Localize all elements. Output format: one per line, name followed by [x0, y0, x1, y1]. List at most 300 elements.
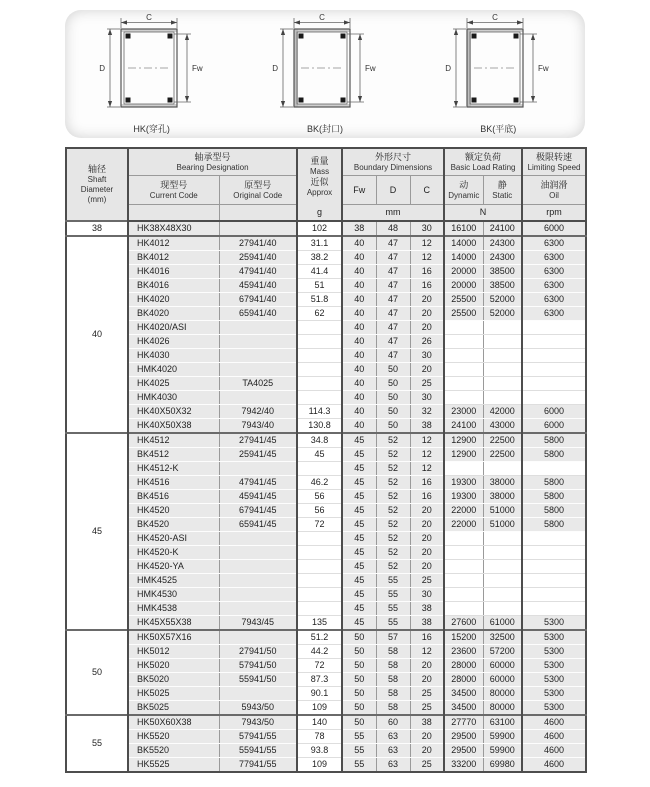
- fw-cell: 40: [342, 251, 376, 265]
- d-cell: 52: [376, 518, 410, 532]
- dim-label-inner: Fw: [538, 64, 549, 73]
- fw-cell: 50: [342, 645, 376, 659]
- dynamic-load-cell: 20000: [444, 265, 483, 279]
- dim-label-inner: Fw: [191, 64, 203, 73]
- current-code-cell: HK38X48X30: [128, 221, 219, 236]
- mass-cell: 102: [297, 221, 342, 236]
- original-code-cell: [219, 335, 297, 349]
- mass-cell: 56: [297, 490, 342, 504]
- mass-cell: [297, 335, 342, 349]
- original-code-cell: 5943/50: [219, 701, 297, 716]
- roller-icon: [125, 34, 130, 39]
- c-cell: 38: [410, 616, 444, 631]
- table-row: [66, 221, 586, 236]
- current-code-cell: HK4520: [128, 504, 219, 518]
- unit-rpm: rpm: [522, 205, 586, 222]
- static-load-cell: 24300: [483, 236, 522, 251]
- fw-cell: 50: [342, 715, 376, 730]
- oil-speed-cell: [522, 391, 586, 405]
- table-row: [66, 279, 586, 293]
- table-row: [66, 448, 586, 462]
- c-cell: 25: [410, 701, 444, 716]
- header-boundary-dimensions: 外形尺寸 Boundary Dimensions: [342, 148, 444, 176]
- current-code-cell: HMK4525: [128, 574, 219, 588]
- original-code-cell: 77941/55: [219, 758, 297, 773]
- diagram-caption: HK(穿孔): [133, 124, 170, 134]
- c-cell: 20: [410, 532, 444, 546]
- d-cell: 58: [376, 645, 410, 659]
- original-code-cell: 25941/45: [219, 448, 297, 462]
- bearing-diagram: [246, 13, 404, 135]
- mass-cell: [297, 349, 342, 363]
- mass-cell: 51.8: [297, 293, 342, 307]
- table-row: [66, 490, 586, 504]
- original-code-cell: 27941/45: [219, 433, 297, 448]
- current-code-cell: BK4012: [128, 251, 219, 265]
- roller-icon: [340, 34, 345, 39]
- c-cell: 20: [410, 307, 444, 321]
- dynamic-load-cell: [444, 321, 483, 335]
- oil-speed-cell: 5800: [522, 433, 586, 448]
- current-code-cell: HK4520-YA: [128, 560, 219, 574]
- header-static: 静 Static: [483, 176, 522, 205]
- fw-cell: 40: [342, 236, 376, 251]
- table-row: [66, 405, 586, 419]
- fw-cell: 45: [342, 532, 376, 546]
- dynamic-load-cell: 19300: [444, 476, 483, 490]
- diagram-caption: BK(平底): [480, 124, 517, 134]
- shaft-diameter-cell: 40: [66, 236, 128, 433]
- current-code-cell: HMK4530: [128, 588, 219, 602]
- c-cell: 20: [410, 504, 444, 518]
- table-row: [66, 560, 586, 574]
- static-load-cell: [483, 546, 522, 560]
- dynamic-load-cell: [444, 574, 483, 588]
- fw-cell: 40: [342, 279, 376, 293]
- static-load-cell: 61000: [483, 616, 522, 631]
- fw-cell: 40: [342, 377, 376, 391]
- d-cell: 47: [376, 279, 410, 293]
- table-row: [66, 673, 586, 687]
- current-code-cell: HK50X60X38: [128, 715, 219, 730]
- oil-speed-cell: [522, 602, 586, 616]
- oil-speed-cell: 6000: [522, 221, 586, 236]
- table-row: [66, 645, 586, 659]
- c-cell: 12: [410, 448, 444, 462]
- fw-cell: 45: [342, 433, 376, 448]
- table-row: [66, 715, 586, 730]
- c-cell: 16: [410, 490, 444, 504]
- roller-icon: [167, 98, 172, 103]
- mass-cell: 93.8: [297, 744, 342, 758]
- static-load-cell: 24300: [483, 251, 522, 265]
- static-load-cell: [483, 349, 522, 363]
- dynamic-load-cell: 22000: [444, 518, 483, 532]
- c-cell: 12: [410, 251, 444, 265]
- oil-speed-cell: 5800: [522, 448, 586, 462]
- c-cell: 20: [410, 293, 444, 307]
- oil-speed-cell: 4600: [522, 758, 586, 773]
- original-code-cell: [219, 349, 297, 363]
- original-code-cell: 7943/45: [219, 616, 297, 631]
- dim-label-outer: D: [272, 64, 278, 73]
- d-cell: 50: [376, 405, 410, 419]
- static-load-cell: 38500: [483, 279, 522, 293]
- original-code-cell: 7943/50: [219, 715, 297, 730]
- table-row: [66, 701, 586, 716]
- original-code-cell: [219, 321, 297, 335]
- current-code-cell: BK4512: [128, 448, 219, 462]
- oil-speed-cell: [522, 574, 586, 588]
- dynamic-load-cell: [444, 532, 483, 546]
- table-row: [66, 335, 586, 349]
- header-d: D: [376, 176, 410, 205]
- table-row: [66, 419, 586, 434]
- fw-cell: 40: [342, 363, 376, 377]
- current-code-cell: HK4020/ASI: [128, 321, 219, 335]
- bearing-diagram: [419, 13, 577, 135]
- d-cell: 57: [376, 630, 410, 645]
- original-code-cell: 67941/45: [219, 504, 297, 518]
- static-load-cell: 43000: [483, 419, 522, 434]
- original-code-cell: 65941/45: [219, 518, 297, 532]
- dynamic-load-cell: [444, 602, 483, 616]
- d-cell: 58: [376, 701, 410, 716]
- oil-speed-cell: 6000: [522, 419, 586, 434]
- table-row: [66, 630, 586, 645]
- mass-cell: [297, 363, 342, 377]
- dynamic-load-cell: 23000: [444, 405, 483, 419]
- c-cell: 25: [410, 687, 444, 701]
- static-load-cell: [483, 574, 522, 588]
- oil-speed-cell: 6300: [522, 236, 586, 251]
- mass-cell: 87.3: [297, 673, 342, 687]
- table-row: [66, 377, 586, 391]
- static-load-cell: 63100: [483, 715, 522, 730]
- header-original-code: 原型号 Original Code: [219, 176, 297, 205]
- static-load-cell: 51000: [483, 504, 522, 518]
- original-code-cell: 7943/40: [219, 419, 297, 434]
- table-row: [66, 349, 586, 363]
- header-oil: 油润滑 Oil: [522, 176, 586, 205]
- d-cell: 52: [376, 433, 410, 448]
- mass-cell: [297, 546, 342, 560]
- header-shaft-diameter: 轴径 Shaft Diameter (mm): [66, 148, 128, 221]
- current-code-cell: HK4516: [128, 476, 219, 490]
- current-code-cell: HK4520-ASI: [128, 532, 219, 546]
- table-row: [66, 307, 586, 321]
- fw-cell: 45: [342, 448, 376, 462]
- header-fw: Fw: [342, 176, 376, 205]
- d-cell: 58: [376, 673, 410, 687]
- original-code-cell: 57941/55: [219, 730, 297, 744]
- oil-speed-cell: [522, 335, 586, 349]
- dynamic-load-cell: 27600: [444, 616, 483, 631]
- current-code-cell: BK4020: [128, 307, 219, 321]
- fw-cell: 40: [342, 307, 376, 321]
- unit-mm: mm: [342, 205, 444, 222]
- static-load-cell: 22500: [483, 448, 522, 462]
- table-row: [66, 602, 586, 616]
- oil-speed-cell: 5800: [522, 504, 586, 518]
- static-load-cell: [483, 335, 522, 349]
- fw-cell: 40: [342, 391, 376, 405]
- dim-label-width: C: [145, 13, 152, 22]
- oil-speed-cell: 6300: [522, 307, 586, 321]
- shaft-diameter-cell: 50: [66, 630, 128, 715]
- d-cell: 48: [376, 221, 410, 236]
- c-cell: 12: [410, 645, 444, 659]
- roller-icon: [340, 98, 345, 103]
- fw-cell: 45: [342, 490, 376, 504]
- mass-cell: [297, 602, 342, 616]
- oil-speed-cell: 5800: [522, 518, 586, 532]
- fw-cell: 50: [342, 673, 376, 687]
- fw-cell: 40: [342, 321, 376, 335]
- c-cell: 20: [410, 518, 444, 532]
- oil-speed-cell: 5300: [522, 701, 586, 716]
- current-code-cell: HK4020: [128, 293, 219, 307]
- d-cell: 60: [376, 715, 410, 730]
- original-code-cell: 65941/40: [219, 307, 297, 321]
- c-cell: 20: [410, 659, 444, 673]
- roller-icon: [298, 34, 303, 39]
- c-cell: 38: [410, 715, 444, 730]
- dim-label-inner: Fw: [364, 64, 376, 73]
- mass-cell: [297, 588, 342, 602]
- current-code-cell: BK5025: [128, 701, 219, 716]
- mass-cell: 109: [297, 701, 342, 716]
- d-cell: 47: [376, 307, 410, 321]
- dynamic-load-cell: 29500: [444, 730, 483, 744]
- fw-cell: 45: [342, 518, 376, 532]
- roller-icon: [167, 34, 172, 39]
- mass-cell: 34.8: [297, 433, 342, 448]
- static-load-cell: [483, 462, 522, 476]
- mass-cell: 38.2: [297, 251, 342, 265]
- oil-speed-cell: [522, 532, 586, 546]
- dynamic-load-cell: 25500: [444, 307, 483, 321]
- original-code-cell: [219, 391, 297, 405]
- mass-cell: 72: [297, 518, 342, 532]
- d-cell: 52: [376, 476, 410, 490]
- bearing-diagram: [73, 13, 231, 135]
- table-row: [66, 687, 586, 701]
- static-load-cell: 32500: [483, 630, 522, 645]
- oil-speed-cell: 6300: [522, 251, 586, 265]
- d-cell: 47: [376, 236, 410, 251]
- dynamic-load-cell: 25500: [444, 293, 483, 307]
- mass-cell: 46.2: [297, 476, 342, 490]
- original-code-cell: [219, 532, 297, 546]
- dim-label-outer: D: [445, 64, 452, 73]
- oil-speed-cell: 4600: [522, 730, 586, 744]
- fw-cell: 45: [342, 504, 376, 518]
- fw-cell: 40: [342, 293, 376, 307]
- current-code-cell: HK5020: [128, 659, 219, 673]
- c-cell: 12: [410, 462, 444, 476]
- current-code-cell: HK50X57X16: [128, 630, 219, 645]
- c-cell: 25: [410, 377, 444, 391]
- bearing-spec-table: [65, 147, 587, 773]
- fw-cell: 45: [342, 546, 376, 560]
- bearing-section-drawing: [73, 13, 231, 121]
- oil-speed-cell: [522, 363, 586, 377]
- table-row: [66, 744, 586, 758]
- mass-cell: 44.2: [297, 645, 342, 659]
- original-code-cell: [219, 363, 297, 377]
- mass-cell: 51.2: [297, 630, 342, 645]
- d-cell: 55: [376, 616, 410, 631]
- header-limiting-speed: 极限转速 Limiting Speed: [522, 148, 586, 176]
- oil-speed-cell: [522, 349, 586, 363]
- dynamic-load-cell: 15200: [444, 630, 483, 645]
- dim-label-outer: D: [98, 64, 105, 73]
- dynamic-load-cell: [444, 546, 483, 560]
- original-code-cell: 27941/40: [219, 236, 297, 251]
- roller-icon: [472, 34, 477, 39]
- header-bearing-designation: 轴承型号 Bearing Designation: [128, 148, 297, 176]
- oil-speed-cell: 5300: [522, 616, 586, 631]
- roller-icon: [514, 34, 519, 39]
- d-cell: 63: [376, 758, 410, 773]
- oil-speed-cell: 5300: [522, 630, 586, 645]
- mass-cell: 140: [297, 715, 342, 730]
- table-row: [66, 476, 586, 490]
- c-cell: 30: [410, 588, 444, 602]
- shaft-diameter-cell: 45: [66, 433, 128, 630]
- c-cell: 26: [410, 335, 444, 349]
- c-cell: 20: [410, 673, 444, 687]
- bearing-section-drawing: [419, 13, 577, 121]
- d-cell: 52: [376, 560, 410, 574]
- table-row: [66, 236, 586, 251]
- header-current-code: 现型号 Current Code: [128, 176, 219, 205]
- d-cell: 50: [376, 391, 410, 405]
- c-cell: 12: [410, 236, 444, 251]
- fw-cell: 40: [342, 265, 376, 279]
- header-unit-blank-current: [128, 205, 219, 222]
- original-code-cell: 47941/40: [219, 265, 297, 279]
- current-code-cell: BK5520: [128, 744, 219, 758]
- current-code-cell: HK45X55X38: [128, 616, 219, 631]
- dynamic-load-cell: 14000: [444, 236, 483, 251]
- mass-cell: [297, 391, 342, 405]
- d-cell: 50: [376, 419, 410, 434]
- roller-icon: [472, 98, 477, 103]
- current-code-cell: HK40X50X38: [128, 419, 219, 434]
- current-code-cell: HK4520-K: [128, 546, 219, 560]
- static-load-cell: 24100: [483, 221, 522, 236]
- d-cell: 63: [376, 744, 410, 758]
- dynamic-load-cell: [444, 335, 483, 349]
- original-code-cell: [219, 687, 297, 701]
- original-code-cell: [219, 462, 297, 476]
- current-code-cell: BK4520: [128, 518, 219, 532]
- original-code-cell: 7942/40: [219, 405, 297, 419]
- shaft-diameter-cell: 38: [66, 221, 128, 236]
- fw-cell: 50: [342, 701, 376, 716]
- table-row: [66, 462, 586, 476]
- diagram-caption: BK(封口): [306, 124, 343, 134]
- c-cell: 20: [410, 730, 444, 744]
- static-load-cell: 52000: [483, 307, 522, 321]
- dim-label-width: C: [319, 13, 325, 22]
- static-load-cell: 59900: [483, 730, 522, 744]
- d-cell: 55: [376, 602, 410, 616]
- d-cell: 47: [376, 321, 410, 335]
- fw-cell: 55: [342, 730, 376, 744]
- oil-speed-cell: 5300: [522, 687, 586, 701]
- current-code-cell: BK4016: [128, 279, 219, 293]
- current-code-cell: BK5020: [128, 673, 219, 687]
- fw-cell: 45: [342, 462, 376, 476]
- mass-cell: 56: [297, 504, 342, 518]
- mass-cell: [297, 377, 342, 391]
- table-row: [66, 546, 586, 560]
- oil-speed-cell: 5800: [522, 476, 586, 490]
- original-code-cell: [219, 630, 297, 645]
- oil-speed-cell: 4600: [522, 715, 586, 730]
- static-load-cell: [483, 377, 522, 391]
- c-cell: 30: [410, 391, 444, 405]
- mass-cell: 130.8: [297, 419, 342, 434]
- dynamic-load-cell: 19300: [444, 490, 483, 504]
- c-cell: 20: [410, 560, 444, 574]
- diagram-panel: [65, 10, 585, 138]
- original-code-cell: TA4025: [219, 377, 297, 391]
- mass-cell: 78: [297, 730, 342, 744]
- table-row: [66, 758, 586, 773]
- fw-cell: 40: [342, 335, 376, 349]
- d-cell: 47: [376, 349, 410, 363]
- dynamic-load-cell: 28000: [444, 673, 483, 687]
- original-code-cell: [219, 574, 297, 588]
- unit-g: g: [297, 205, 342, 222]
- dynamic-load-cell: 34500: [444, 701, 483, 716]
- d-cell: 47: [376, 335, 410, 349]
- header-dynamic: 动 Dynamic: [444, 176, 483, 205]
- c-cell: 25: [410, 574, 444, 588]
- static-load-cell: [483, 321, 522, 335]
- roller-icon: [298, 98, 303, 103]
- dynamic-load-cell: 23600: [444, 645, 483, 659]
- dynamic-load-cell: 24100: [444, 419, 483, 434]
- oil-speed-cell: 6300: [522, 279, 586, 293]
- static-load-cell: [483, 363, 522, 377]
- static-load-cell: [483, 560, 522, 574]
- mass-cell: 62: [297, 307, 342, 321]
- static-load-cell: 38500: [483, 265, 522, 279]
- table-row: [66, 659, 586, 673]
- static-load-cell: 80000: [483, 687, 522, 701]
- mass-cell: 41.4: [297, 265, 342, 279]
- static-load-cell: 59900: [483, 744, 522, 758]
- table-row: [66, 730, 586, 744]
- dynamic-load-cell: 12900: [444, 448, 483, 462]
- original-code-cell: 45941/40: [219, 279, 297, 293]
- original-code-cell: [219, 546, 297, 560]
- dynamic-load-cell: 14000: [444, 251, 483, 265]
- current-code-cell: HMK4020: [128, 363, 219, 377]
- original-code-cell: [219, 221, 297, 236]
- oil-speed-cell: 6300: [522, 293, 586, 307]
- dynamic-load-cell: 27770: [444, 715, 483, 730]
- d-cell: 52: [376, 532, 410, 546]
- current-code-cell: HMK4538: [128, 602, 219, 616]
- mass-cell: 45: [297, 448, 342, 462]
- current-code-cell: HK4512: [128, 433, 219, 448]
